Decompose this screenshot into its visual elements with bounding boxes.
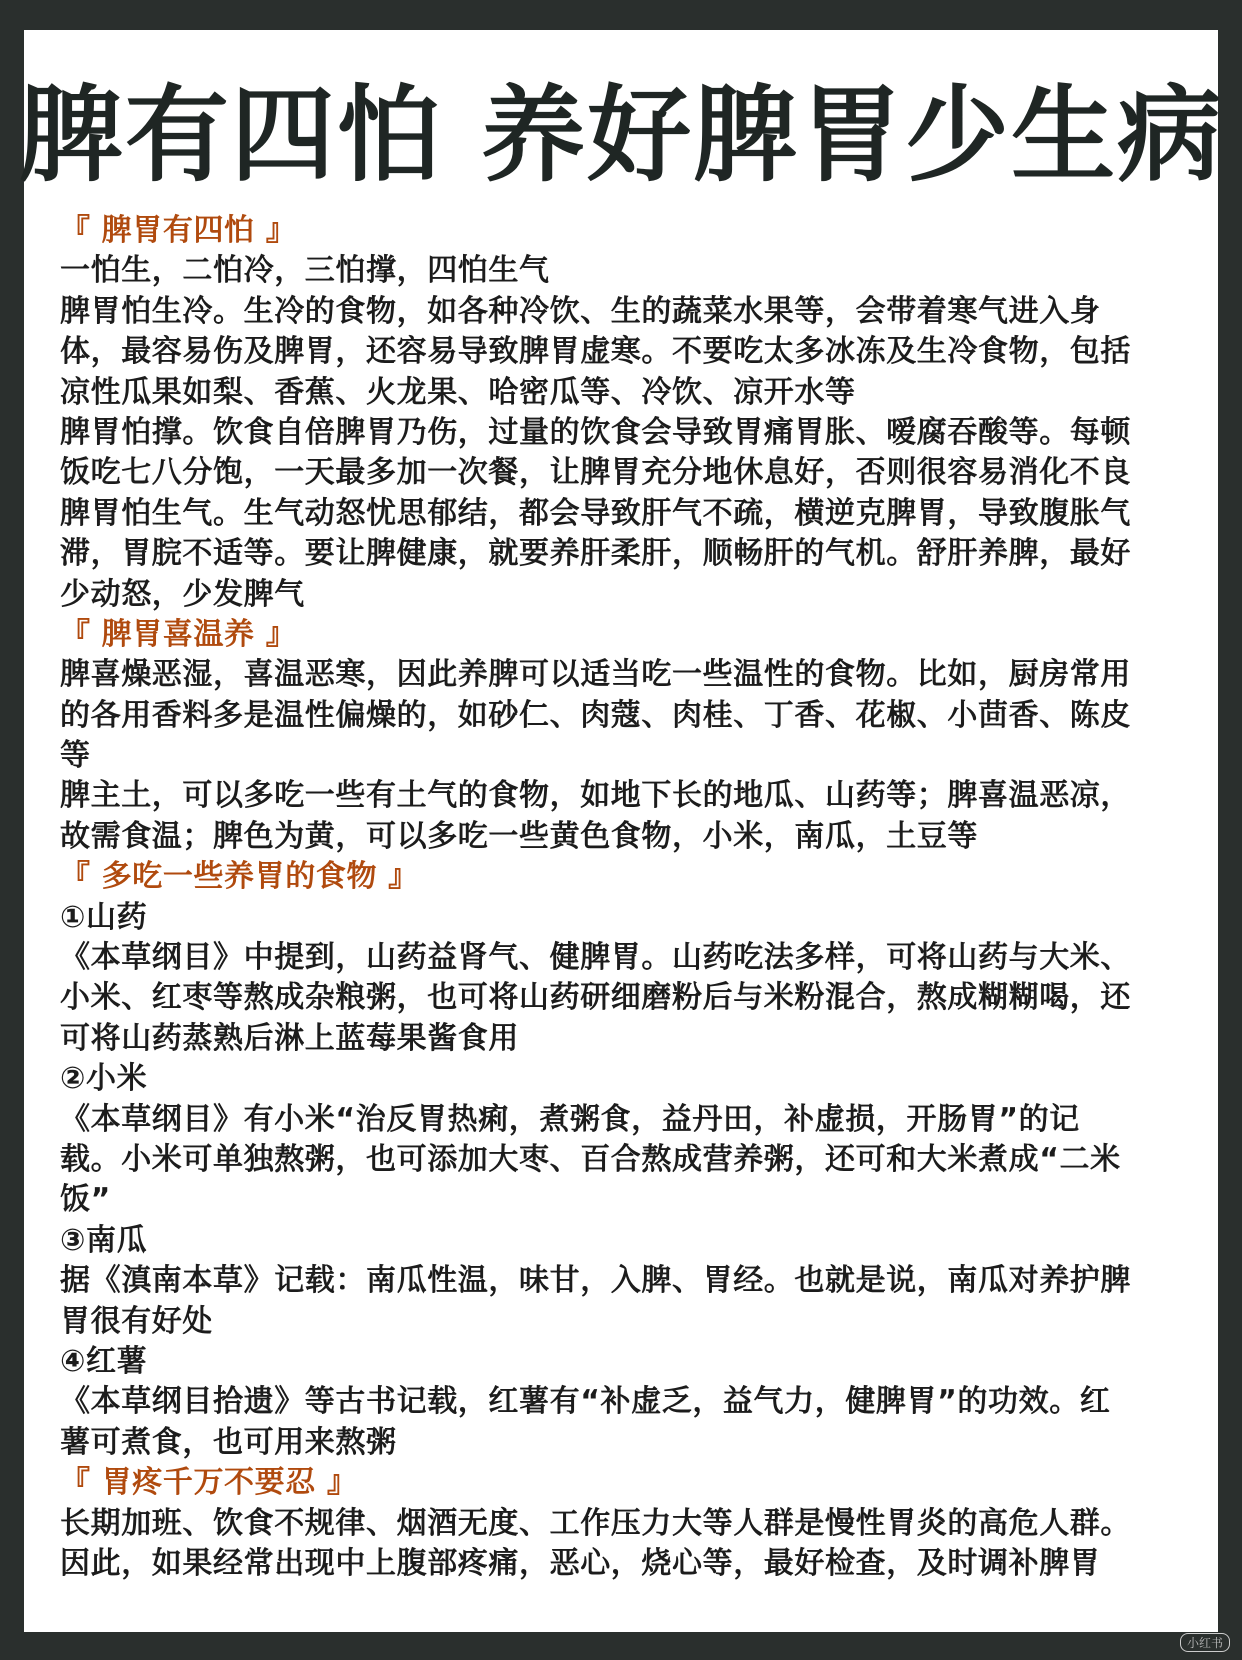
body-line: 胃很有好处 [60,1303,213,1339]
body-line: 载。小米可单独熬粥，也可添加大枣、百合熬成营养粥，还可和大米煮成“二米 [60,1141,1121,1177]
section-heading: 『 脾胃有四怕 』 [60,213,297,248]
body-line: ②小米 [60,1061,148,1097]
body-line: 《本草纲目》有小米“治反胃热痢，煮粥食，益丹田，补虚损，开肠胃”的记 [60,1101,1080,1137]
body-line: ①山药 [60,899,148,935]
body-line: ④红薯 [60,1343,148,1379]
body-line: 长期加班、饮食不规律、烟酒无度、工作压力大等人群是慢性胃炎的高危人群。 [60,1505,1131,1541]
body-line: 滞，胃脘不适等。要让脾健康，就要养肝柔肝，顺畅肝的气机。舒肝养脾，最好 [60,536,1131,572]
watermark: 小红书 [1180,1633,1230,1652]
body-line: 脾胃怕撑。饮食自倍脾胃乃伤，过量的饮食会导致胃痛胃胀、嗳腐吞酸等。每顿 [60,414,1131,450]
article-body [60,211,1185,1584]
section-heading: 『 胃疼千万不要忍 』 [60,1465,358,1501]
body-line: ③南瓜 [60,1222,148,1258]
body-line: 薯可煮食，也可用来熬粥 [60,1424,397,1460]
body-line: 据《滇南本草》记载：南瓜性温，味甘，入脾、胃经。也就是说，南瓜对养护脾 [60,1263,1131,1299]
section-heading: 『 多吃一些养胃的食物 』 [60,859,419,895]
body-line: 饭” [60,1182,111,1218]
body-line: 的各用香料多是温性偏燥的，如砂仁、肉蔻、肉桂、丁香、花椒、小茴香、陈皮 [60,697,1131,733]
body-line: 等 [60,738,91,774]
body-line: 少动怒，少发脾气 [60,576,305,612]
body-line: 《本草纲目》中提到，山药益肾气、健脾胃。山药吃法多样，可将山药与大米、 [60,940,1131,976]
body-line: 《本草纲目拾遗》等古书记载，红薯有“补虚乏，益气力，健脾胃”的功效。红 [60,1384,1111,1420]
body-line: 饭吃七八分饱，一天最多加一次餐，让脾胃充分地休息好，否则很容易消化不良 [60,455,1131,491]
page-title: 脾有四怕 养好脾胃少生病 [18,74,1224,196]
body-line: 脾喜燥恶湿，喜温恶寒，因此养脾可以适当吃一些温性的食物。比如，厨房常用 [60,657,1131,693]
body-line: 小米、红枣等熬成杂粮粥，也可将山药研细磨粉后与米粉混合，熬成糊糊喝，还 [60,980,1131,1016]
body-line: 因此，如果经常出现中上腹部疼痛，恶心，烧心等，最好检查，及时调补脾胃 [60,1545,1101,1581]
body-line: 体，最容易伤及脾胃，还容易导致脾胃虚寒。不要吃太多冰冻及生冷食物，包括 [60,334,1131,370]
body-line: 脾主土，可以多吃一些有土气的食物，如地下长的地瓜、山药等；脾喜温恶凉， [60,778,1131,814]
body-line: 可将山药蒸熟后淋上蓝莓果酱食用 [60,1020,519,1056]
body-line: 脾胃怕生冷。生冷的食物，如各种冷饮、生的蔬菜水果等，会带着寒气进入身 [60,293,1101,329]
body-line: 脾胃怕生气。生气动怒忧思郁结，都会导致肝气不疏，横逆克脾胃，导致腹胀气 [60,495,1131,531]
body-line: 凉性瓜果如梨、香蕉、火龙果、哈密瓜等、冷饮、凉开水等 [60,374,856,410]
body-line: 一怕生，二怕冷，三怕撑，四怕生气 [60,253,550,289]
section-heading: 『 脾胃喜温养 』 [60,616,297,652]
body-line: 故需食温；脾色为黄，可以多吃一些黄色食物，小米，南瓜，土豆等 [60,818,978,854]
